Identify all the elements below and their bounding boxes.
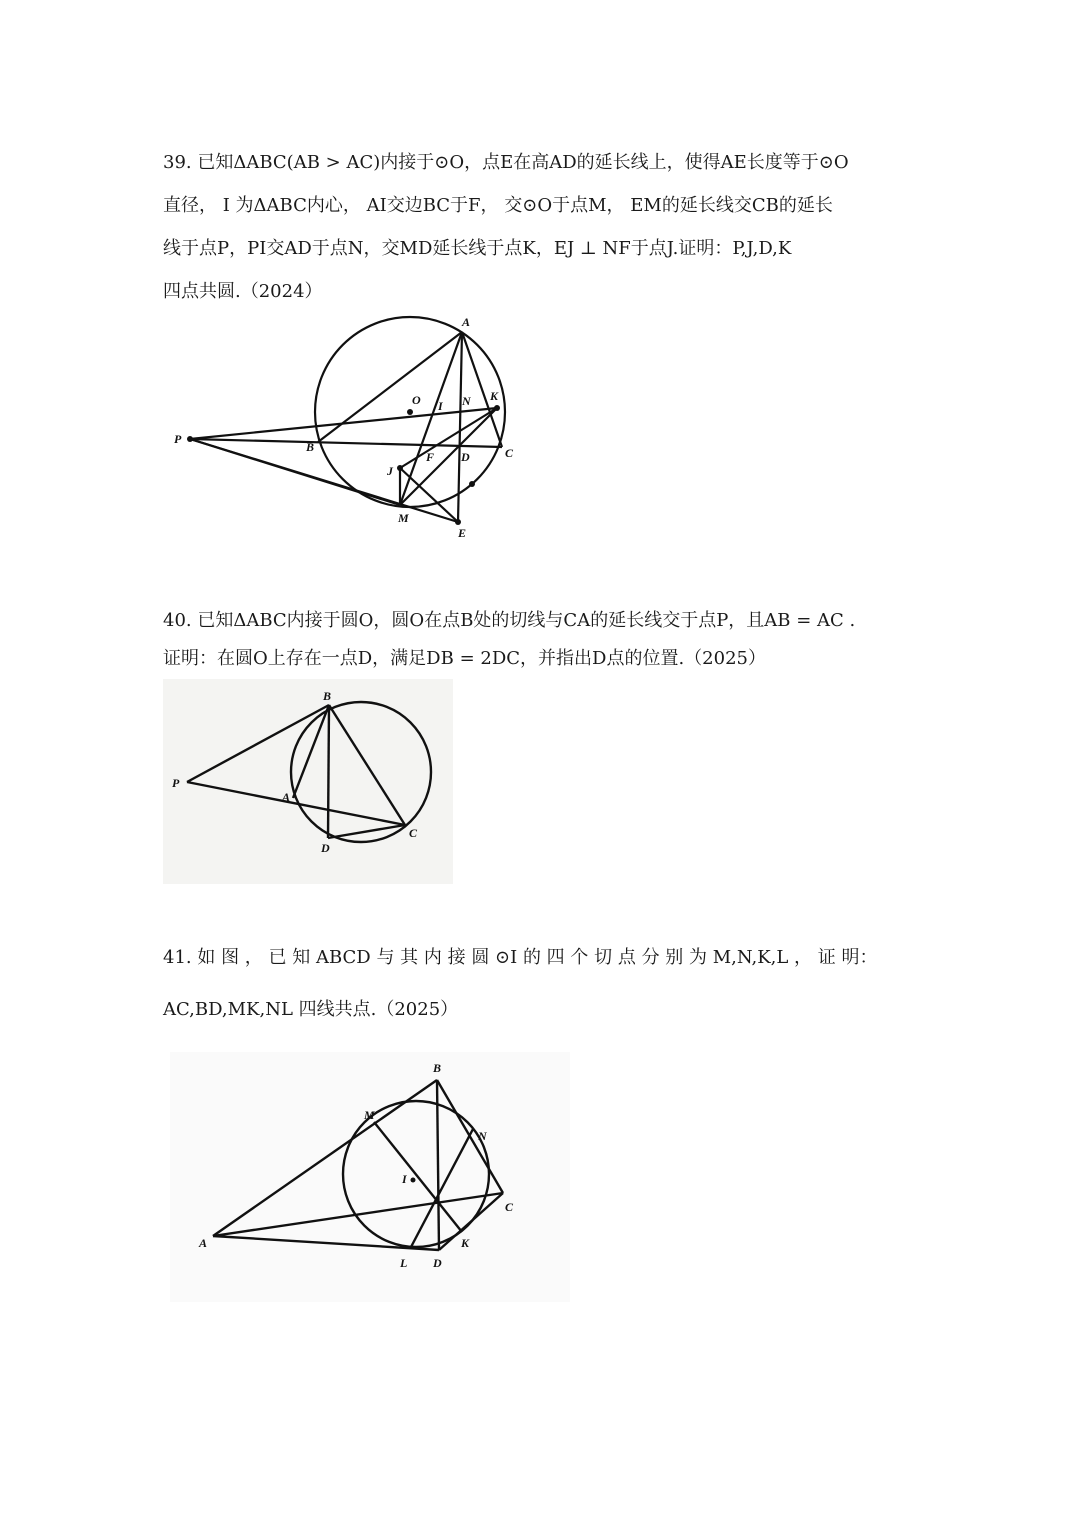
- figure-41: [170, 1052, 570, 1302]
- fig41-label-I: I: [402, 1172, 407, 1186]
- problem-40-line-1: 40. 已知ΔABC内接于圆O，圆O在点B处的切线与CA的延长线交于点P，且AB = AC .: [163, 610, 856, 631]
- problem-41-line-2: AC,BD,MK,NL 四线共点.（2025）: [163, 999, 459, 1020]
- fig41-label-M: M: [364, 1108, 375, 1122]
- fig41-label-B: B: [433, 1061, 442, 1075]
- fig41-label-C: C: [505, 1200, 514, 1214]
- fig40-label-D: D: [321, 841, 330, 855]
- fig39-label-F: F: [426, 450, 435, 464]
- fig39-label-E: E: [458, 526, 467, 540]
- fig39-label-O: O: [412, 393, 421, 407]
- figure-40: [163, 679, 453, 884]
- fig40-label-A: A: [282, 790, 291, 804]
- problem-41-line-1: 41. 如 图 ， 已 知 ABCD 与 其 内 接 圆 ⊙I 的 四 个 切 点 分 别 为 M,N,K,L ， 证 明：: [163, 947, 878, 968]
- fig41-label-A: A: [199, 1236, 208, 1250]
- problem-39-line-1: 39. 已知ΔABC(AB > AC)内接于⊙O，点E在高AD的延长线上，使得AE长度等于⊙O: [163, 152, 849, 173]
- fig41-label-D: D: [433, 1256, 442, 1270]
- fig41-label-K: K: [461, 1236, 470, 1250]
- problem-39-line-4: 四点共圆.（2024）: [163, 281, 323, 302]
- figure-39: [160, 300, 540, 550]
- problem-39-line-2: 直径， I 为ΔABC内心， AI交边BC于F， 交⊙O于点M， EM的延长线交CB的延长: [163, 195, 833, 216]
- fig39-label-I: I: [438, 399, 443, 413]
- fig39-label-A: A: [462, 315, 471, 329]
- fig40-label-B: B: [323, 689, 332, 703]
- fig39-label-N: N: [462, 394, 471, 408]
- problem-40-line-2: 证明：在圆O上存在一点D，满足DB = 2DC，并指出D点的位置.（2025）: [163, 648, 766, 669]
- fig40-label-C: C: [409, 826, 418, 840]
- fig39-label-C: C: [505, 446, 514, 460]
- fig39-label-M: M: [398, 511, 409, 525]
- fig39-label-K: K: [490, 389, 499, 403]
- fig41-label-N: N: [478, 1129, 487, 1143]
- fig39-label-B: B: [306, 440, 315, 454]
- fig39-label-D: D: [461, 450, 470, 464]
- fig40-label-P: P: [172, 776, 180, 790]
- fig39-label-J: J: [387, 464, 393, 478]
- fig39-label-P: P: [174, 432, 182, 446]
- problem-39-line-3: 线于点P，PI交AD于点N，交MD延长线于点K，EJ ⊥ NF于点J.证明：P,J,D,K: [163, 238, 792, 259]
- fig41-label-L: L: [400, 1256, 408, 1270]
